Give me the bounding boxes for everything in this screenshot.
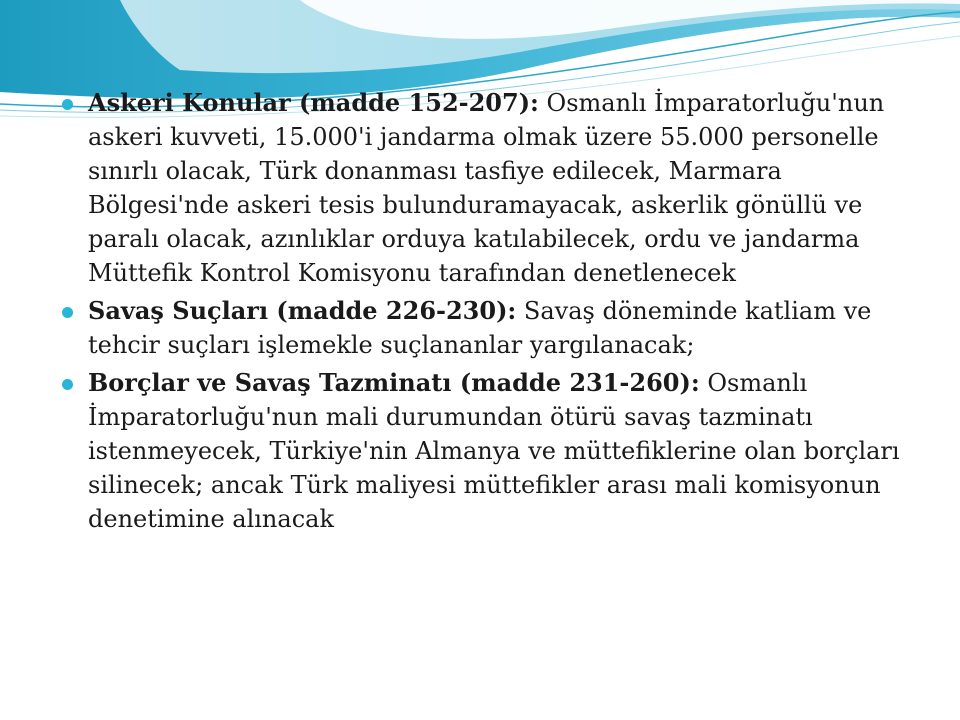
bullet-text: Savaş döneminde katliam ve tehcir suçları işlemekle suçlananlar yargılanacak;: [88, 297, 872, 359]
bullet-heading: Borçlar ve Savaş Tazminatı (madde 231-260):: [88, 368, 700, 397]
bullet-dot-icon: [62, 307, 73, 318]
bullet-item-askeri-konular: [62, 86, 912, 290]
bullet-dot-icon: [62, 379, 73, 390]
bullet-item-borclar-tazminat: [62, 366, 912, 536]
bullet-heading: Askeri Konular (madde 152-207):: [88, 88, 539, 117]
bullet-dot-icon: [62, 99, 73, 110]
bullet-text: Osmanlı İmparatorluğu'nun mali durumundan ötürü savaş tazminatı istenmeyecek, Türkiye'nin Almanya ve müttefiklerine olan borçları silinecek; ancak Türk maliyesi müttefikler arası mali komisyonun denetimine alınacak: [88, 369, 900, 533]
bullet-item-savas-suclari: [62, 294, 912, 362]
bullet-list: [62, 86, 912, 540]
bullet-heading: Savaş Suçları (madde 226-230):: [88, 296, 517, 325]
bullet-text: Osmanlı İmparatorluğu'nun askeri kuvveti, 15.000'i jandarma olmak üzere 55.000 personelle sınırlı olacak, Türk donanması tasfiye edilecek, Marmara Bölgesi'nde askeri tesis bulunduramayacak, askerlik gönüllü ve paralı olacak, azınlıklar orduya katılabilecek, ordu ve jandarma Müttefik Kontrol Komisyonu tarafından denetlenecek: [88, 89, 885, 287]
